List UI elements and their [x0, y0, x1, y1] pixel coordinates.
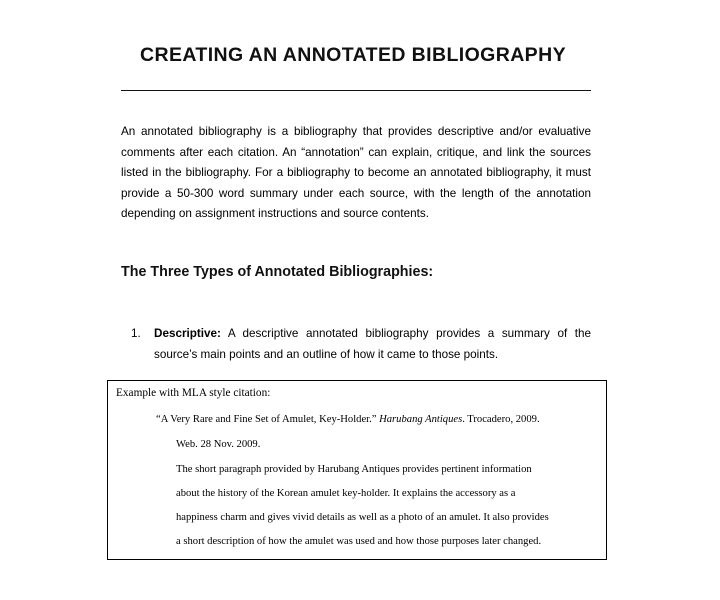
citation-publisher: . Trocadero, 2009.	[462, 414, 540, 425]
annotation-line-2: about the history of the Korean amulet key-holder. It explains the accessory as a	[176, 488, 516, 499]
citation-line-title	[156, 414, 540, 425]
list-item-number: 1.	[131, 327, 141, 340]
section-heading: The Three Types of Annotated Bibliographies:	[121, 264, 434, 280]
annotation-line-3: happiness charm and gives vivid details as well as a photo of an amulet. It also provides	[176, 512, 549, 523]
title-divider	[121, 90, 591, 91]
citation-source: Harubang Antiques	[379, 414, 463, 425]
example-box-label: Example with MLA style citation:	[116, 387, 271, 399]
list-item	[121, 324, 591, 365]
types-list	[121, 324, 591, 365]
intro-paragraph: An annotated bibliography is a bibliography that provides descriptive and/or evaluative comments after each citation. An “annotation” can explain, critique, and link the sources listed in the bibliography. For a bibliography to become an annotated bibliography, it must provide a 50-300 word summary under each source, with the length of the annotation depending on assignment instructions and source contents.	[121, 125, 591, 220]
list-item-text: A descriptive annotated bibliography provides a summary of the source’s main points and an outline of how it came to those points.	[154, 327, 591, 361]
citation-access-line: Web. 28 Nov. 2009.	[176, 439, 261, 450]
page-title: CREATING AN ANNOTATED BIBLIOGRAPHY	[140, 44, 566, 66]
example-box	[107, 380, 607, 560]
list-item-term: Descriptive:	[154, 327, 221, 340]
annotation-line-4: a short description of how the amulet was used and how those purposes later changed.	[176, 536, 542, 547]
annotation-line-1: The short paragraph provided by Harubang Antiques provides pertinent information	[176, 464, 532, 475]
citation-title: “A Very Rare and Fine Set of Amulet, Key-Holder.”	[156, 414, 380, 425]
